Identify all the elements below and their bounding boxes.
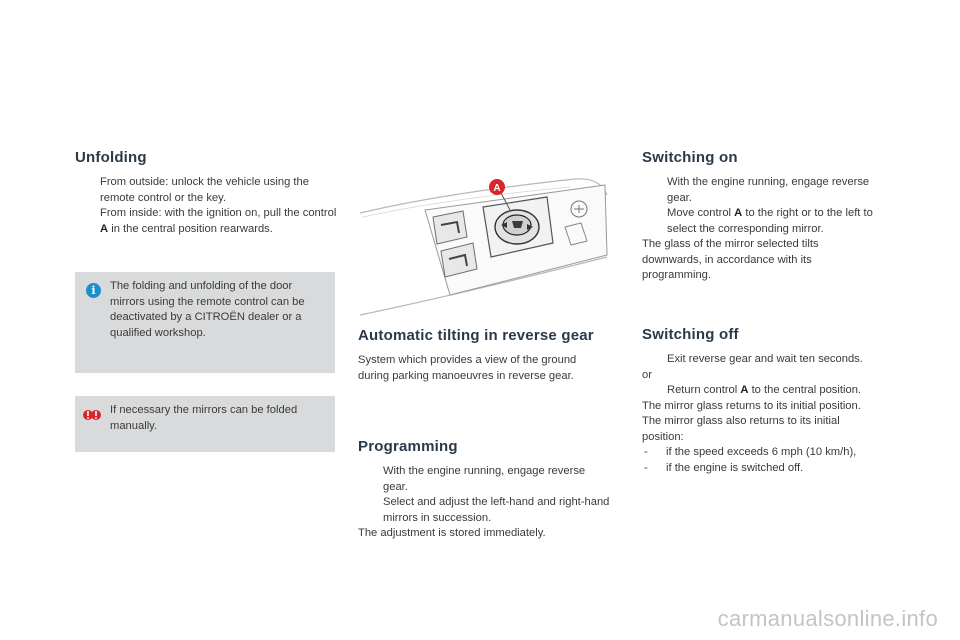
info-icon: i xyxy=(86,283,101,298)
programming-title: Programming xyxy=(358,438,458,455)
list-item: With the engine running, engage reverse gear. xyxy=(383,465,586,493)
switching-off-line2: The mirror glass also returns to its initial position: xyxy=(642,415,840,443)
switching-off-list-1 xyxy=(642,352,897,368)
switching-on-section xyxy=(642,149,897,284)
watermark: carmanualsonline.info xyxy=(717,606,938,631)
unfolding-list xyxy=(75,175,337,237)
unfolding-section xyxy=(75,149,337,237)
unfolding-title: Unfolding xyxy=(75,149,147,166)
auto-tilt-text: System which provides a view of the ground during parking manoeuvres in reverse gear. xyxy=(358,354,577,382)
callout-a-label: A xyxy=(493,183,501,194)
warning-box xyxy=(75,396,335,452)
info-text: The folding and unfolding of the door mirrors using the remote control can be deactivated by a CITROËN dealer or a qualified workshop. xyxy=(110,280,305,339)
programming-after: The adjustment is stored immediately. xyxy=(358,527,546,539)
list-item: Select and adjust the left-hand and right-hand mirrors in succession. xyxy=(383,496,610,524)
list-item: Return control A to the central position. xyxy=(667,384,862,396)
warning-text: If necessary the mirrors can be folded manually. xyxy=(110,404,298,432)
auto-tilt-title: Automatic tilting in reverse gear xyxy=(358,327,594,344)
switching-off-list-2 xyxy=(642,383,897,399)
list-item: From inside: with the ignition on, pull the control A in the central position rearwards. xyxy=(100,207,337,235)
switching-on-after: The glass of the mirror selected tilts downwards, in accordance with its programming. xyxy=(642,238,819,281)
warning-icon xyxy=(83,406,101,424)
list-item: With the engine running, engage reverse gear. xyxy=(667,176,870,204)
programming-list xyxy=(358,464,610,526)
control-a-label: A xyxy=(734,207,743,219)
list-item: - if the speed exceeds 6 mph (10 km/h), xyxy=(644,446,857,458)
switching-off-dash-list xyxy=(642,445,897,476)
list-item: - if the engine is switched off. xyxy=(644,461,804,474)
list-item: Exit reverse gear and wait ten seconds. xyxy=(667,353,863,365)
auto-tilt-section xyxy=(358,327,608,384)
info-box xyxy=(75,272,335,373)
programming-section xyxy=(358,438,610,542)
control-a-label: A xyxy=(100,222,109,235)
list-item: Move control A to the right or to the left to select the corresponding mirror. xyxy=(667,207,873,235)
list-item: From outside: unlock the vehicle using the remote control or the key. xyxy=(100,176,309,204)
switching-on-title: Switching on xyxy=(642,149,738,166)
switching-off-line1: The mirror glass returns to its initial position. xyxy=(642,399,861,412)
switching-off-or: or xyxy=(642,368,652,381)
switching-off-section xyxy=(642,326,897,476)
switching-on-list xyxy=(642,175,897,237)
mirror-control-illustration xyxy=(355,165,610,325)
switching-off-title: Switching off xyxy=(642,326,739,343)
control-a-label: A xyxy=(740,384,749,396)
